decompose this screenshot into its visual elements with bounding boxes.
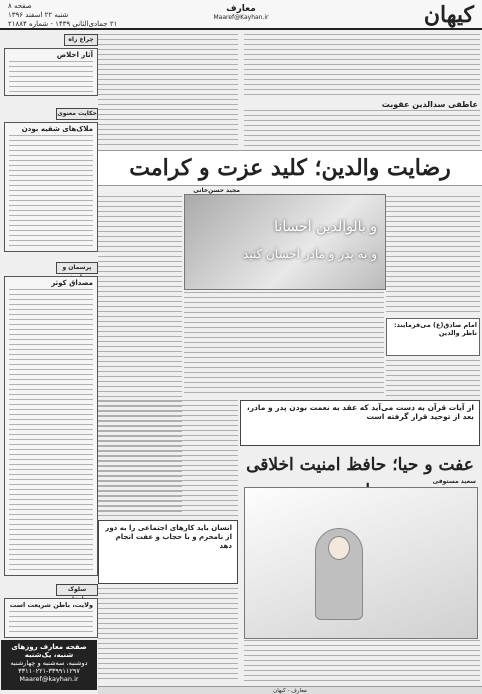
article-text-center — [184, 292, 384, 396]
tab-cheragh-rah: چراغ راه — [64, 34, 98, 46]
author-name-2: سعید مستوفی — [432, 478, 476, 485]
author-name-1: مجید حسن‌خانی — [193, 187, 240, 194]
article-text-col-right-2 — [386, 360, 480, 396]
hadith-box: امام صادق(ع) می‌فرمایند: ناطر والدین — [386, 318, 480, 356]
tab-porseman: پرسمان و — [56, 262, 98, 274]
sidebar-box-4-text — [9, 611, 93, 634]
calligraphy-verse: و بالوالدین احسانا — [274, 219, 377, 235]
pull-quote-1: از آیات قرآن به دست می‌آید که عقد به نعمت بودن پدر و مادر، بعد از توحید قرار گرفته است — [240, 400, 480, 446]
article-text-bottom-right — [244, 640, 480, 682]
sidebar-box-2 — [4, 122, 98, 252]
sidebar-box-1 — [4, 48, 98, 96]
section-name: معارف — [226, 4, 256, 14]
tab-hekayat-manavi: حکایت معنوی — [56, 108, 98, 120]
article-text-bottom-left — [98, 588, 238, 682]
issue-number: ۲۱ جمادی‌الثانی ۱۴۳۹ - شماره ۲۱۸۸۴ — [8, 20, 118, 28]
sidebar-box-1-title: آثار اخلاص — [56, 51, 93, 59]
hijab-girl-illustration — [244, 487, 478, 639]
issue-date: شنبه ۲۲ اسفند ۱۳۹۶ — [8, 11, 69, 19]
sidebar-box-4 — [4, 598, 98, 638]
secondary-headline: عفت و حیا؛ حافظ امنیت اخلاقی — [246, 455, 474, 475]
girl-face — [328, 536, 350, 560]
page-header — [0, 0, 482, 30]
sidebar-box-1-text — [9, 61, 93, 92]
ad-site: Maaref@kayhan.ir — [19, 675, 79, 683]
ad-title: صفحه معارف روزهای شنبه، یک‌شنبه — [11, 643, 87, 659]
article-text-col-right — [386, 196, 480, 316]
section-site: Maaref@Kayhan.ir — [213, 14, 269, 21]
tab-soluk: سلوک — [56, 584, 98, 596]
sidebar-box-2-title: ملاک‌های شقیه بودن — [21, 125, 93, 133]
sidebar-box-3 — [4, 276, 98, 576]
issue-info — [8, 2, 117, 29]
article-text-lower-left — [98, 400, 238, 516]
article-text-middle — [98, 34, 238, 146]
issue-page: صفحه ۸ — [8, 2, 32, 10]
sidebar-box-4-title: ولایت، باطن شریعت است — [9, 601, 93, 609]
sidebar-box-3-text — [9, 289, 93, 572]
newspaper-logo: کیهان — [423, 2, 474, 28]
article-text-top — [244, 34, 480, 98]
ad-phone: ۳۳۱۱۰۲۲۱-۳۳۹۹۱۱۲۹۷ — [18, 667, 80, 675]
article-text-top-2 — [244, 110, 480, 148]
sidebar-box-3-title: مصداق کوثر — [51, 279, 93, 287]
contact-advertisement — [1, 640, 97, 690]
main-headline: رضایت والدین؛ کلید عزت و کرامت — [98, 150, 482, 186]
section-title — [204, 4, 278, 21]
calligraphy-image — [184, 194, 386, 290]
sidebar-box-2-text — [9, 135, 93, 248]
section-subtitle: عاطفی سدالدین عقوبت — [381, 100, 478, 109]
pull-quote-2: انسان باید کارهای اجتماعی را به دور از نامحرم و با حجاب و عفت انجام دهد — [98, 520, 238, 584]
ad-line2: دوشنبه، سه‌شنبه و چهارشنبه — [10, 659, 88, 667]
page-footer: معارف - کیهان — [98, 686, 482, 694]
calligraphy-translation: و به پدر و مادر احسان کنید — [242, 247, 377, 261]
